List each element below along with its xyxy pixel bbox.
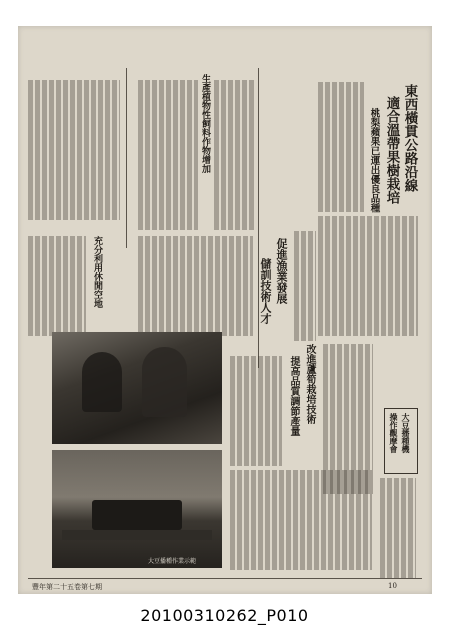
headline-fishery-2: 儲訓技術人才 — [259, 258, 272, 324]
photo-planter — [52, 450, 222, 568]
headline-road-2: 適合溫帶果樹栽培 — [383, 96, 400, 204]
article-text-block — [380, 478, 416, 578]
article-text-block — [230, 470, 372, 570]
headline-feed: 生產植物性飼料作物增加 — [200, 74, 210, 173]
footer-issue: 豐年第二十五卷第七期 — [32, 583, 102, 591]
headline-crop-2: 提高品質調節產量 — [288, 356, 299, 436]
article-text-block — [318, 82, 364, 212]
subhead-road: 桃梨蘋果已運出優良品種 — [368, 108, 380, 213]
scan-id-label: 20100310262_P010 — [140, 606, 309, 625]
headline-fishery-1: 促進漁業發展 — [275, 238, 288, 304]
headline-soybean-box — [384, 408, 418, 474]
photo-farmers — [52, 332, 222, 444]
footer-page-number: 10 — [388, 582, 397, 590]
article-text-block — [318, 216, 418, 336]
article-text-block — [138, 80, 198, 230]
article-text-block — [294, 231, 316, 341]
headline-crop-1: 改進蘆筍栽培技術 — [304, 344, 315, 424]
footer-rule — [28, 578, 422, 579]
headline-soybean-1: 大豆播種機 — [401, 413, 411, 453]
article-text-block — [214, 80, 254, 230]
article-text-block — [28, 236, 86, 336]
magazine-page — [18, 26, 432, 594]
headline-road-1: 東西橫貫公路沿線 — [401, 84, 418, 192]
article-text-block — [138, 236, 253, 336]
photo-bottom-caption: 大豆播種作業示範 — [148, 558, 197, 565]
article-text-block — [28, 80, 120, 220]
headline-soybean-2: 操作觀摩會 — [389, 413, 399, 453]
headline-idle-land: 充分利用休閒空地 — [92, 236, 102, 308]
article-text-block — [230, 356, 282, 466]
column-divider — [126, 68, 127, 248]
